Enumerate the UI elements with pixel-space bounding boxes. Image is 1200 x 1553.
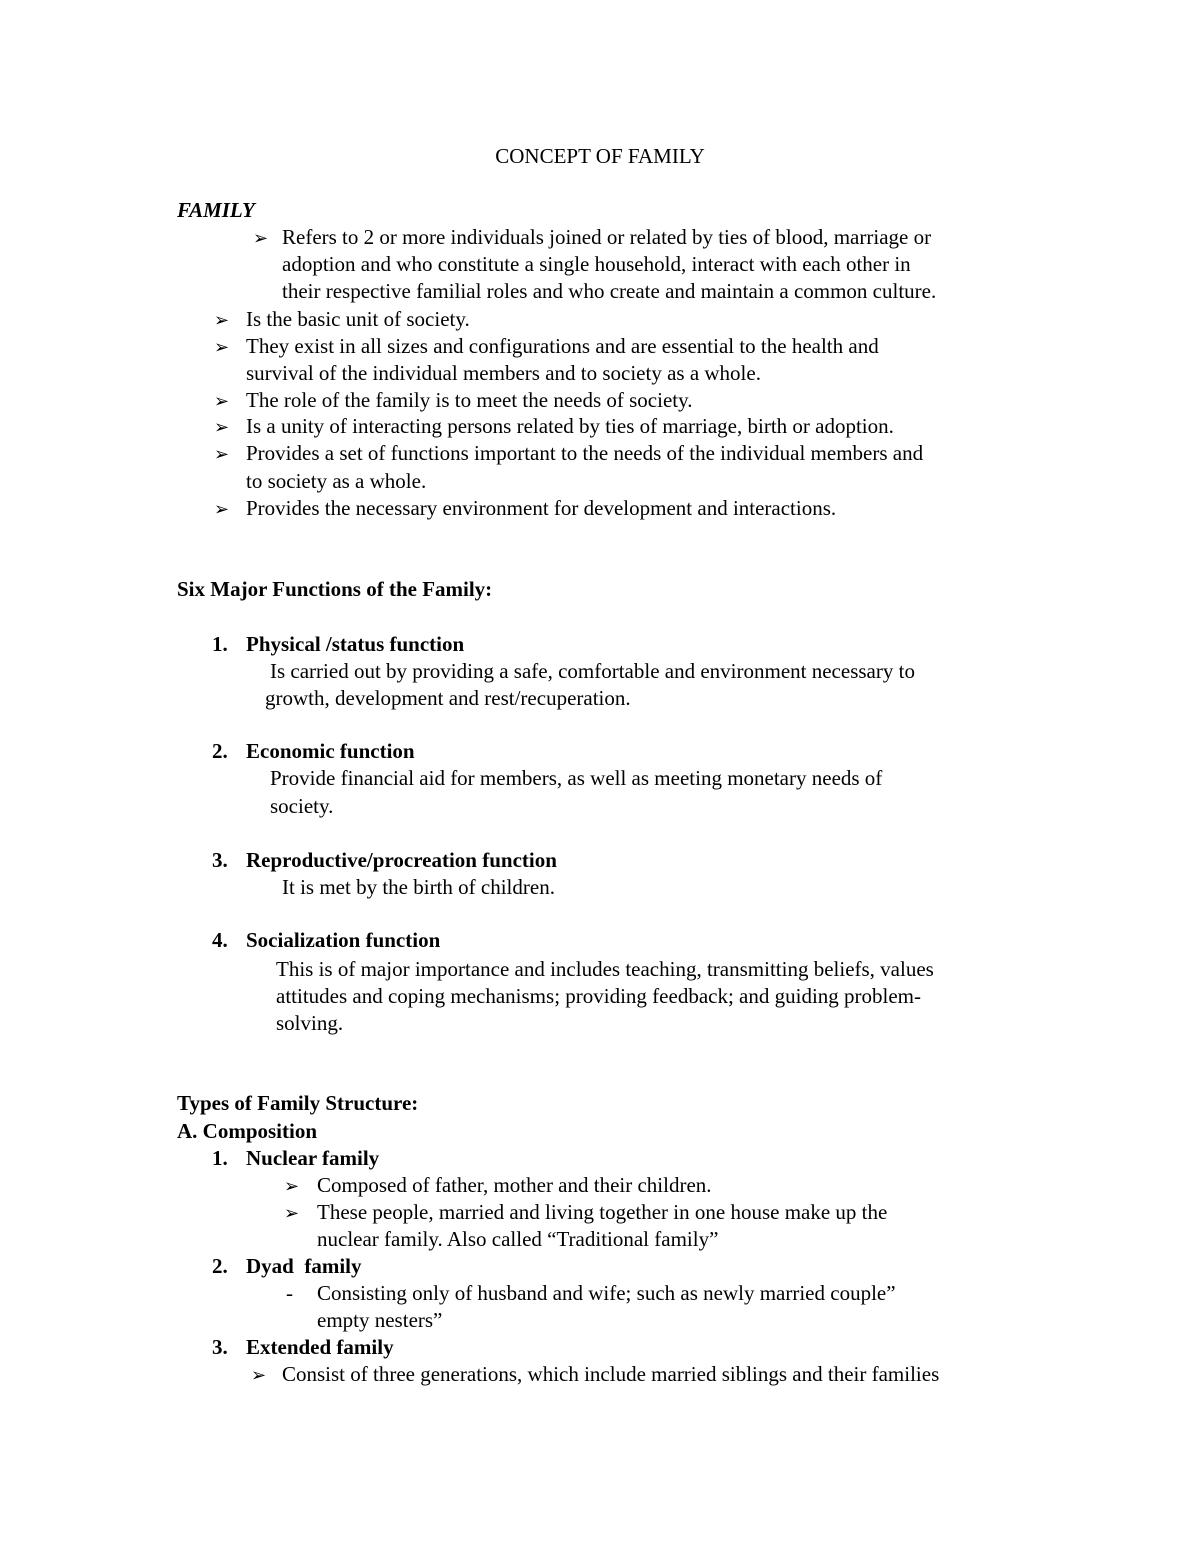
family-first-item-line-2: adoption and who constitute a single household, interact with each other in — [282, 252, 911, 276]
list-item: Is the basic unit of society. — [246, 307, 470, 331]
list-number: 3. — [212, 848, 228, 872]
list-number: 1. — [212, 1146, 228, 1170]
arrow-bullet-icon: ➢ — [214, 499, 230, 519]
function-description: attitudes and coping mechanisms; providing feedback; and guiding problem- — [276, 984, 922, 1008]
list-item-continuation: to society as a whole. — [246, 469, 427, 493]
function-title: Socialization function — [246, 928, 441, 952]
document-title: CONCEPT OF FAMILY — [495, 144, 705, 168]
list-item: Consisting only of husband and wife; such as newly married couple” — [317, 1281, 896, 1305]
family-heading: FAMILY — [177, 198, 255, 222]
arrow-bullet-icon: ➢ — [284, 1203, 300, 1223]
function-description: Provide financial aid for members, as well as meeting monetary needs of — [270, 766, 883, 790]
family-first-item-line-1: Refers to 2 or more individuals joined or related by ties of blood, marriage or — [282, 225, 932, 249]
list-item: Is a unity of interacting persons related by ties of marriage, birth or adoption. — [246, 414, 894, 438]
family-first-item-line-3: their respective familial roles and who create and maintain a common culture. — [282, 279, 937, 303]
function-description: growth, development and rest/recuperation. — [265, 686, 631, 710]
arrow-bullet-icon: ➢ — [214, 417, 230, 437]
arrow-bullet-icon: ➢ — [214, 391, 230, 411]
list-number: 3. — [212, 1335, 228, 1359]
list-item: Provides a set of functions important to the needs of the individual members and — [246, 441, 924, 465]
function-title: Reproductive/procreation function — [246, 848, 557, 872]
arrow-bullet-icon: ➢ — [214, 444, 230, 464]
arrow-bullet-icon: ➢ — [253, 228, 269, 248]
list-item-continuation: survival of the individual members and to society as a whole. — [246, 361, 761, 385]
functions-heading: Six Major Functions of the Family: — [177, 577, 493, 601]
arrow-bullet-icon: ➢ — [214, 310, 230, 330]
list-item: Consist of three generations, which include married siblings and their families — [282, 1362, 940, 1386]
function-description: It is met by the birth of children. — [282, 875, 555, 899]
function-description: Is carried out by providing a safe, comfortable and environment necessary to — [270, 659, 915, 683]
composition-subheading: A. Composition — [177, 1119, 318, 1143]
function-description: This is of major importance and includes teaching, transmitting beliefs, values — [276, 957, 934, 981]
list-number: 2. — [212, 1254, 228, 1278]
list-number: 4. — [212, 928, 228, 952]
arrow-bullet-icon: ➢ — [214, 337, 230, 357]
list-item: Composed of father, mother and their children. — [317, 1173, 712, 1197]
list-item-continuation: empty nesters” — [317, 1308, 443, 1332]
list-item: The role of the family is to meet the needs of society. — [246, 388, 693, 412]
function-description: society. — [270, 794, 334, 818]
list-item: These people, married and living together in one house make up the — [317, 1200, 888, 1224]
function-title: Physical /status function — [246, 632, 465, 656]
list-item: They exist in all sizes and configurations and are essential to the health and — [246, 334, 879, 358]
arrow-bullet-icon: ➢ — [284, 1176, 300, 1196]
arrow-bullet-icon: ➢ — [251, 1365, 267, 1385]
list-item: Provides the necessary environment for development and interactions. — [246, 496, 837, 520]
list-item-continuation: nuclear family. Also called “Traditional family” — [317, 1227, 719, 1251]
list-number: 1. — [212, 632, 228, 656]
structure-title: Extended family — [246, 1335, 394, 1359]
structure-heading: Types of Family Structure: — [177, 1091, 419, 1115]
dash-bullet: - — [286, 1281, 293, 1305]
structure-title: Nuclear family — [246, 1146, 380, 1170]
structure-title: Dyad family — [246, 1254, 362, 1278]
function-title: Economic function — [246, 739, 415, 763]
list-number: 2. — [212, 739, 228, 763]
function-description: solving. — [276, 1011, 344, 1035]
